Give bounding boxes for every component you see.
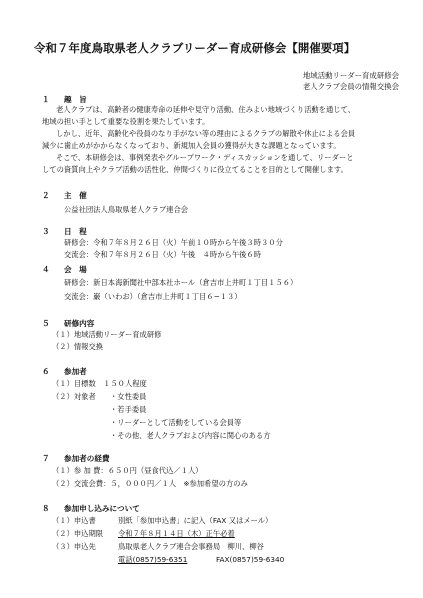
section-heading-purpose: １ 趣 旨 bbox=[42, 95, 87, 104]
venue-seminar: 研修会：新日本海新聞社中部本社ホール（倉吉市上井町１丁目１５６） bbox=[64, 278, 298, 287]
participants-audience: （２）対象者 ・女性委員 bbox=[52, 392, 147, 401]
section-heading-venue: ４ 会 場 bbox=[42, 265, 87, 274]
fee-participation: （１）参 加 費：６５０円（昼食代込／１人） bbox=[52, 466, 203, 475]
application-contact: （３）申込先 鳥取県老人クラブ連合会事務局 柳川、柳谷 bbox=[52, 542, 264, 551]
participants-audience-item: ・若手委員 bbox=[110, 405, 147, 414]
participants-target: （１）目標数 １５０人程度 bbox=[52, 379, 147, 388]
organizer-line: 地域活動リーダー育成研修会 bbox=[302, 71, 399, 80]
organizer-line: 老人クラブ会員の情報交換会 bbox=[302, 82, 399, 91]
section-heading-content: ５ 研修内容 bbox=[42, 319, 95, 328]
section-heading-participants: ６ 参加者 bbox=[42, 367, 87, 376]
organizer-name: 公益社団法人鳥取県老人クラブ連合会 bbox=[64, 205, 189, 214]
content-item: （１）地域活動リーダー育成研修 bbox=[52, 330, 162, 339]
organizer-block bbox=[303, 70, 399, 92]
document-title: 令和７年度鳥取県老人クラブリーダー育成研修会【開催要項】 bbox=[34, 41, 356, 55]
section-heading-fees: ７ 参加者の経費 bbox=[42, 454, 110, 463]
content-item: （２）情報交換 bbox=[52, 342, 104, 351]
application-form: （１）申込書 別紙「参加申込書」に記入（FAX 又はメール） bbox=[52, 516, 273, 525]
section-heading-organizer: ２ 主 催 bbox=[42, 191, 87, 200]
purpose-paragraph: 老人クラブは、高齢者の健康寿命の延伸や見守り活動、住みよい地域づくり活動を通じて、 地域の担い手として重要な役割を果たしています。 しかし、近年、高齢化や役員のなり手がない等の理由によるクラブの解散や休止による会員 減少に歯止めがかからなくなっており、新規加入会員の獲得が大きな課題となっています。 そこで、本研修会は、事例発表やグループワーク・ディスカッションを通して、リーダーと しての資質向上やクラブ活動の活性化、仲間づくりに役立てることを目的として開催します。 bbox=[42, 105, 356, 174]
section-heading-schedule: ３ 日 程 bbox=[42, 227, 87, 236]
application-phone-fax bbox=[118, 555, 284, 565]
venue-social: 交流会：巌（いわお）（倉吉市上井町１丁目６−１３） bbox=[64, 292, 242, 301]
participants-audience-item: ・その他、老人クラブおよび内容に関心のある方 bbox=[110, 431, 271, 440]
application-deadline: （２）申込期限 令和７年８月１４日（木）正午必着 bbox=[52, 529, 235, 538]
participants-audience-item: ・リーダーとして活動をしている会員等 bbox=[110, 418, 242, 427]
schedule-social: 交流会：令和７年８月２６日（火）午後 ４時から午後６時 bbox=[64, 250, 262, 259]
fax-number: FAX(0857)59-6340 bbox=[216, 555, 285, 564]
section-heading-application: ８ 参加申し込みについて bbox=[42, 504, 140, 513]
fee-social: （２）交流会費：５，０００円／１人 ※参加希望の方のみ bbox=[52, 479, 248, 488]
phone-number: 電話(0857)59-6351 bbox=[118, 555, 188, 564]
schedule-seminar: 研修会：令和７年８月２６日（火）午前１０時から午後３時３０分 bbox=[64, 238, 283, 247]
